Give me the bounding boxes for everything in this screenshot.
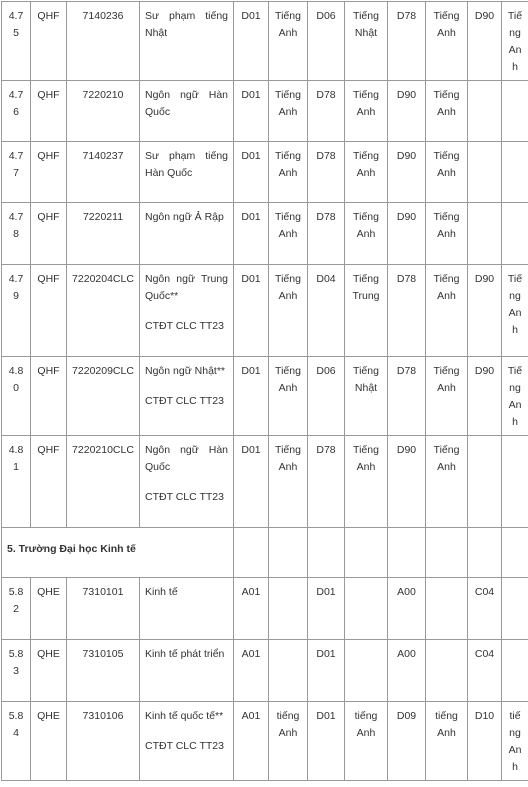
foreign-language: Tiếng Nhật bbox=[345, 357, 388, 436]
subject-combination bbox=[468, 203, 502, 265]
foreign-language bbox=[269, 578, 308, 640]
foreign-language bbox=[426, 578, 468, 640]
empty-cell bbox=[234, 528, 269, 578]
school-code: QHF bbox=[31, 142, 67, 203]
row-number: 4.78 bbox=[2, 203, 31, 265]
foreign-language: Tiếng Anh bbox=[502, 2, 528, 81]
major-code: 7220209CLC bbox=[67, 357, 140, 436]
table-row bbox=[2, 436, 528, 528]
foreign-language: Tiếng Anh bbox=[426, 436, 468, 528]
subject-combination: D90 bbox=[388, 436, 426, 528]
table-row bbox=[2, 265, 528, 357]
school-code: QHF bbox=[31, 357, 67, 436]
major-name-cell bbox=[140, 2, 234, 81]
foreign-language bbox=[502, 142, 528, 203]
foreign-language: Tiếng Anh bbox=[269, 265, 308, 357]
foreign-language bbox=[502, 578, 528, 640]
foreign-language: Tiếng Anh bbox=[345, 203, 388, 265]
row-number: 4.81 bbox=[2, 436, 31, 528]
subject-combination: D01 bbox=[234, 203, 269, 265]
table-row bbox=[2, 702, 528, 781]
subject-combination: D78 bbox=[388, 357, 426, 436]
empty-cell bbox=[502, 528, 528, 578]
subject-combination: D78 bbox=[308, 436, 345, 528]
subject-combination: C04 bbox=[468, 640, 502, 702]
foreign-language: tiếng Anh bbox=[426, 702, 468, 781]
foreign-language: Tiếng Anh bbox=[426, 81, 468, 142]
subject-combination: D04 bbox=[308, 265, 345, 357]
school-code: QHF bbox=[31, 81, 67, 142]
subject-combination: D78 bbox=[388, 2, 426, 81]
foreign-language bbox=[426, 640, 468, 702]
subject-combination: C04 bbox=[468, 578, 502, 640]
foreign-language: Tiếng Anh bbox=[426, 203, 468, 265]
foreign-language: Tiếng Anh bbox=[269, 142, 308, 203]
subject-combination: A01 bbox=[234, 702, 269, 781]
subject-combination: D01 bbox=[234, 142, 269, 203]
subject-combination: D01 bbox=[308, 578, 345, 640]
foreign-language: tiếng Anh bbox=[502, 702, 528, 781]
subject-combination: D78 bbox=[308, 81, 345, 142]
foreign-language: tiếng Anh bbox=[269, 702, 308, 781]
foreign-language: Tiếng Anh bbox=[426, 357, 468, 436]
table-body bbox=[2, 2, 528, 781]
table-row bbox=[2, 81, 528, 142]
foreign-language: Tiếng Anh bbox=[345, 142, 388, 203]
foreign-language: tiếng Anh bbox=[345, 702, 388, 781]
major-name: Ngôn ngữ Hàn Quốc bbox=[145, 89, 228, 118]
program-note: CTĐT CLC TT23 bbox=[145, 318, 228, 335]
major-name-cell bbox=[140, 142, 234, 203]
major-name: Kinh tế phát triển bbox=[145, 648, 224, 660]
subject-combination: D01 bbox=[234, 265, 269, 357]
subject-combination: D01 bbox=[234, 436, 269, 528]
foreign-language: Tiếng Anh bbox=[269, 81, 308, 142]
foreign-language: Tiếng Anh bbox=[426, 2, 468, 81]
foreign-language bbox=[502, 436, 528, 528]
major-code: 7140236 bbox=[67, 2, 140, 81]
foreign-language bbox=[345, 640, 388, 702]
subject-combination: D90 bbox=[468, 357, 502, 436]
row-number: 4.80 bbox=[2, 357, 31, 436]
subject-combination: D06 bbox=[308, 357, 345, 436]
row-number: 4.77 bbox=[2, 142, 31, 203]
subject-combination: D10 bbox=[468, 702, 502, 781]
major-name-cell bbox=[140, 436, 234, 528]
major-name-cell bbox=[140, 203, 234, 265]
foreign-language: Tiếng Anh bbox=[426, 265, 468, 357]
major-name-cell bbox=[140, 578, 234, 640]
school-code: QHE bbox=[31, 702, 67, 781]
program-note: CTĐT CLC TT23 bbox=[145, 393, 228, 410]
school-code: QHE bbox=[31, 640, 67, 702]
major-code: 7310101 bbox=[67, 578, 140, 640]
empty-cell bbox=[308, 528, 345, 578]
subject-combination: D90 bbox=[388, 142, 426, 203]
subject-combination: D78 bbox=[308, 203, 345, 265]
foreign-language: Tiếng Anh bbox=[502, 357, 528, 436]
subject-combination: D01 bbox=[234, 2, 269, 81]
subject-combination: D90 bbox=[388, 81, 426, 142]
subject-combination: A00 bbox=[388, 578, 426, 640]
major-code: 7220204CLC bbox=[67, 265, 140, 357]
table-row bbox=[2, 142, 528, 203]
subject-combination: A01 bbox=[234, 578, 269, 640]
subject-combination: D90 bbox=[468, 265, 502, 357]
foreign-language bbox=[269, 640, 308, 702]
empty-cell bbox=[468, 528, 502, 578]
subject-combination: D01 bbox=[308, 702, 345, 781]
foreign-language: Tiếng Anh bbox=[345, 436, 388, 528]
row-number: 5.84 bbox=[2, 702, 31, 781]
table-row bbox=[2, 203, 528, 265]
foreign-language: Tiếng Trung bbox=[345, 265, 388, 357]
subject-combination: D01 bbox=[234, 81, 269, 142]
empty-cell bbox=[269, 528, 308, 578]
subject-combination: A00 bbox=[388, 640, 426, 702]
major-name: Ngôn ngữ Nhật** bbox=[145, 365, 225, 377]
major-name: Ngôn ngữ Trung Quốc** bbox=[145, 273, 228, 302]
foreign-language bbox=[502, 640, 528, 702]
school-code: QHE bbox=[31, 578, 67, 640]
major-code: 7220210 bbox=[67, 81, 140, 142]
empty-cell bbox=[426, 528, 468, 578]
foreign-language: Tiếng Anh bbox=[269, 203, 308, 265]
major-name-cell bbox=[140, 357, 234, 436]
row-number: 4.79 bbox=[2, 265, 31, 357]
foreign-language bbox=[345, 578, 388, 640]
school-code: QHF bbox=[31, 2, 67, 81]
school-code: QHF bbox=[31, 203, 67, 265]
foreign-language: Tiếng Anh bbox=[269, 436, 308, 528]
school-code: QHF bbox=[31, 436, 67, 528]
major-code: 7310106 bbox=[67, 702, 140, 781]
major-name-cell bbox=[140, 640, 234, 702]
foreign-language: Tiếng Anh bbox=[269, 2, 308, 81]
section-title: 5. Trường Đại học Kinh tế bbox=[2, 528, 234, 578]
row-number: 4.75 bbox=[2, 2, 31, 81]
school-code: QHF bbox=[31, 265, 67, 357]
foreign-language bbox=[502, 203, 528, 265]
subject-combination: D09 bbox=[388, 702, 426, 781]
foreign-language: Tiếng Anh bbox=[345, 81, 388, 142]
major-name-cell bbox=[140, 702, 234, 781]
foreign-language: Tiếng Anh bbox=[269, 357, 308, 436]
program-note: CTĐT CLC TT23 bbox=[145, 738, 228, 755]
subject-combination: D01 bbox=[308, 640, 345, 702]
subject-combination: A01 bbox=[234, 640, 269, 702]
row-number: 5.82 bbox=[2, 578, 31, 640]
table-row bbox=[2, 640, 528, 702]
subject-combination: D01 bbox=[234, 357, 269, 436]
table-row bbox=[2, 357, 528, 436]
major-name-cell bbox=[140, 81, 234, 142]
subject-combination bbox=[468, 81, 502, 142]
major-name-cell bbox=[140, 265, 234, 357]
subject-combination: D90 bbox=[468, 2, 502, 81]
empty-cell bbox=[345, 528, 388, 578]
subject-combination: D78 bbox=[308, 142, 345, 203]
major-name: Ngôn ngữ Ả Rập bbox=[145, 211, 224, 223]
program-note: CTĐT CLC TT23 bbox=[145, 489, 228, 506]
row-number: 4.76 bbox=[2, 81, 31, 142]
table-row bbox=[2, 578, 528, 640]
major-code: 7310105 bbox=[67, 640, 140, 702]
major-name: Ngôn ngữ Hàn Quốc bbox=[145, 444, 228, 473]
subject-combination: D06 bbox=[308, 2, 345, 81]
major-name: Kinh tế quốc tế** bbox=[145, 710, 223, 722]
subject-combination: D90 bbox=[388, 203, 426, 265]
foreign-language bbox=[502, 81, 528, 142]
subject-combination bbox=[468, 142, 502, 203]
subject-combination bbox=[468, 436, 502, 528]
major-name: Kinh tế bbox=[145, 586, 178, 598]
major-code: 7220210CLC bbox=[67, 436, 140, 528]
foreign-language: Tiếng Anh bbox=[502, 265, 528, 357]
major-code: 7140237 bbox=[67, 142, 140, 203]
admissions-table bbox=[1, 1, 528, 781]
major-name: Sư phạm tiếng Nhật bbox=[145, 10, 228, 39]
foreign-language: Tiếng Anh bbox=[426, 142, 468, 203]
foreign-language: Tiếng Nhật bbox=[345, 2, 388, 81]
major-code: 7220211 bbox=[67, 203, 140, 265]
row-number: 5.83 bbox=[2, 640, 31, 702]
major-name: Sư phạm tiếng Hàn Quốc bbox=[145, 150, 228, 179]
section-row bbox=[2, 528, 528, 578]
subject-combination: D78 bbox=[388, 265, 426, 357]
table-row bbox=[2, 2, 528, 81]
empty-cell bbox=[388, 528, 426, 578]
